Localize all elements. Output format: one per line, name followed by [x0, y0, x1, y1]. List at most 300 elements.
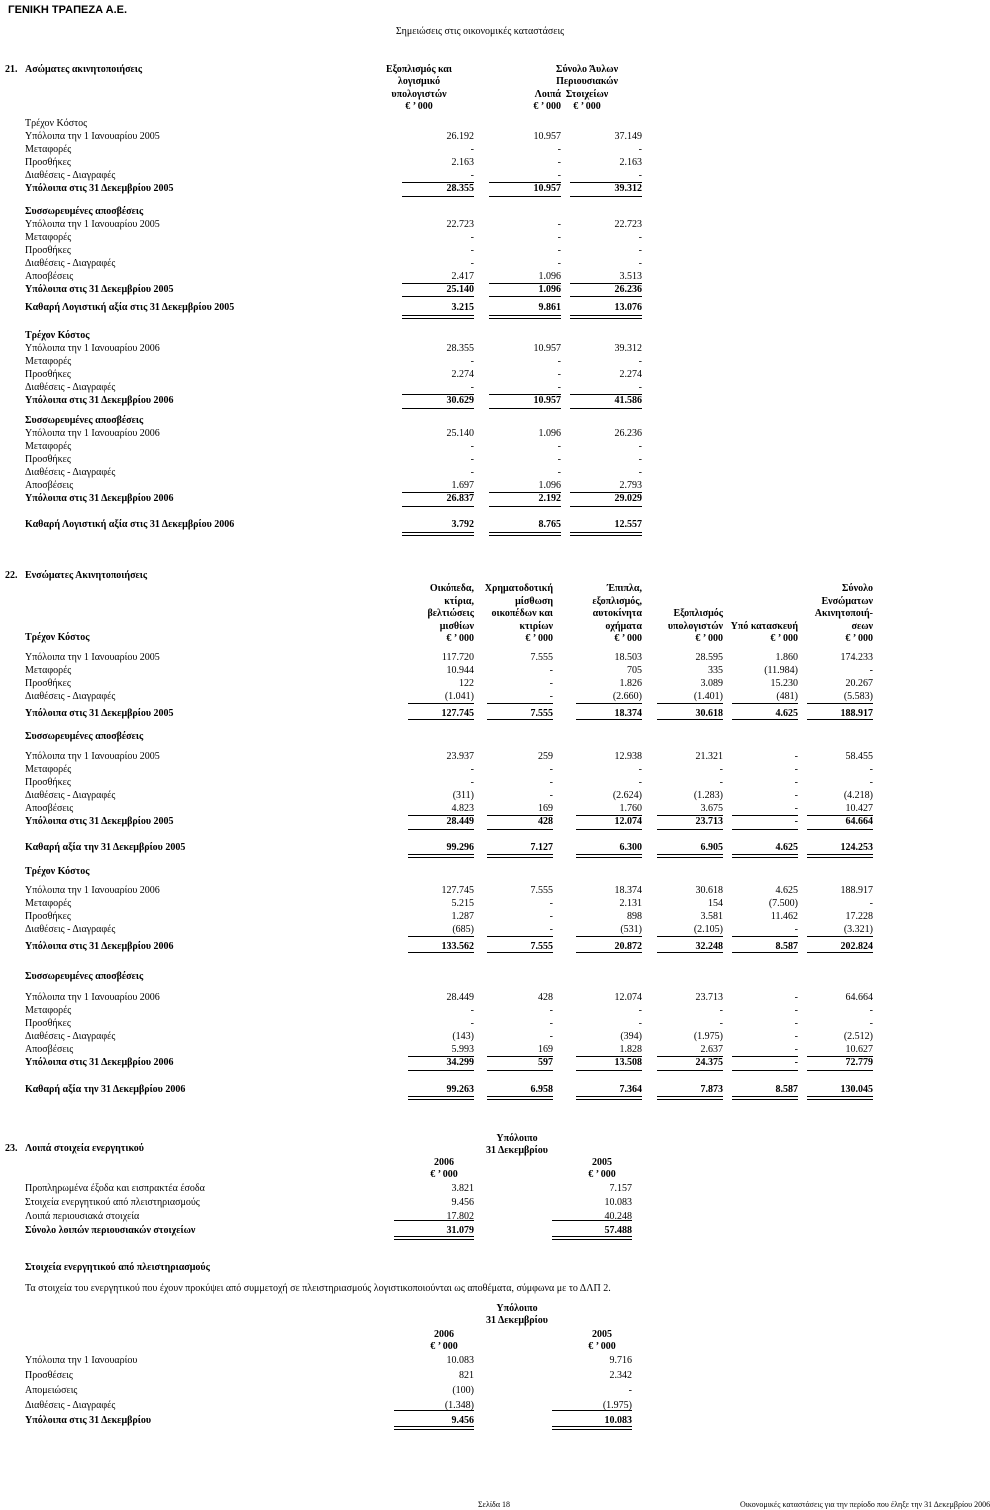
auction-cell: 10.083 — [446, 1355, 474, 1366]
s22-cell: - — [794, 816, 798, 827]
s22-cell: 64.664 — [845, 816, 873, 827]
auction-cell: (100) — [452, 1385, 474, 1396]
s22-rule — [732, 703, 798, 704]
s21-rule — [489, 532, 561, 536]
s22-cell: 23.713 — [695, 816, 723, 827]
s22-cell: (311) — [452, 790, 474, 801]
s22-row-label: Υπόλοιπα στις 31 Δεκεμβρίου 2005 — [25, 708, 174, 719]
s21-rule — [570, 296, 642, 297]
s22-cell: 20.267 — [845, 678, 873, 689]
auction-row-label: Διαθέσεις - Διαγραφές — [25, 1400, 116, 1411]
s22-cell: - — [549, 777, 553, 788]
s22-row-label: Μεταφορές — [25, 665, 72, 676]
s22-rule — [732, 829, 798, 830]
s22-cell: - — [549, 790, 553, 801]
s21-row-label: Υπόλοιπα στις 31 Δεκεμβρίου 2006 — [25, 493, 174, 504]
s22-row-label: Αποσβέσεις — [25, 803, 74, 814]
s21-col-header: Σύνολο Άυλων — [555, 63, 619, 75]
s22-cell: (1.401) — [693, 691, 723, 702]
s22-cell: 12.074 — [614, 992, 642, 1003]
s22-rule — [807, 854, 873, 858]
s22-cell: 1.287 — [451, 911, 474, 922]
s21-cell: 41.586 — [614, 395, 642, 406]
s22-row-label: Αποσβέσεις — [25, 1044, 74, 1055]
s21-rule — [489, 394, 561, 395]
s23-cell: 7.157 — [609, 1183, 632, 1194]
s21-cell: 25.140 — [446, 284, 474, 295]
s22-row-label: Υπόλοιπα στις 31 Δεκεμβρίου 2005 — [25, 816, 174, 827]
s22-col-header: Οικόπεδα, — [429, 583, 474, 594]
s23-cell: 31.079 — [446, 1225, 474, 1236]
s23-cell: 40.248 — [604, 1211, 632, 1222]
s22-cell: - — [794, 1031, 798, 1042]
s22-row-label: Μεταφορές — [25, 898, 72, 909]
s22-cell: - — [638, 1018, 642, 1029]
auction-text: Τα στοιχεία του ενεργητικού που έχουν προκύψει από συμμετοχή σε πλειστηριασμούς λογιστικοποιούνται ως αποθέματα, σύμφωνα με το ΔΛΠ 2. — [25, 1283, 611, 1294]
s22-row-label: Προσθήκες — [25, 777, 71, 788]
s23-col-header: € ’ 000 — [588, 1169, 616, 1180]
s22-cell: 428 — [538, 816, 553, 827]
s21-cell: - — [470, 441, 474, 452]
s22-cell: (3.321) — [843, 924, 873, 935]
s22-cell: 2.131 — [619, 898, 642, 909]
s21-rule — [402, 296, 474, 297]
s22-cell: - — [794, 1018, 798, 1029]
s22-col-header: κτιρίων — [519, 620, 553, 632]
s22-cell: - — [794, 1005, 798, 1016]
s23-row-label: Λοιπά περιουσιακά στοιχεία — [25, 1211, 140, 1222]
s22-cell: - — [794, 1044, 798, 1055]
s21-cell: - — [557, 356, 561, 367]
s22-rule — [576, 936, 642, 937]
auction-cell: 9.716 — [609, 1355, 632, 1366]
auction-col-header: € ’ 000 — [588, 1341, 616, 1352]
s22-rule — [657, 815, 723, 816]
s22-col-header: υπολογιστών — [667, 620, 723, 632]
s21-cell: - — [638, 467, 642, 478]
s22-cell: - — [719, 764, 723, 775]
auction-rule — [552, 1426, 632, 1430]
s22-cell: 6.905 — [700, 842, 723, 853]
s21-cell: - — [470, 382, 474, 393]
s21-cell: - — [638, 232, 642, 243]
s23-cell: 17.802 — [446, 1211, 474, 1222]
footer-note: Οικονομικές καταστάσεις για την περίοδο που έληξε την 31 Δεκεμβρίου 2006 — [740, 1500, 990, 1509]
s22-col-header: Εξοπλισμός — [673, 608, 723, 619]
s22-cell: (11.984) — [764, 665, 798, 676]
auction-title: Στοιχεία ενεργητικού από πλειστηριασμούς — [25, 1262, 210, 1273]
s22-cell: 898 — [627, 911, 642, 922]
s22-cell: 4.625 — [775, 842, 798, 853]
s21-cell: - — [557, 219, 561, 230]
s21-row-label: Μεταφορές — [25, 232, 72, 243]
s21-cell: - — [557, 258, 561, 269]
s22-rule — [807, 936, 873, 937]
s22-cell: 127.745 — [441, 885, 474, 896]
s21-rule — [570, 182, 642, 183]
s22-rule — [732, 936, 798, 937]
s22-cell: - — [549, 911, 553, 922]
s22-cell: - — [794, 790, 798, 801]
s21-cell: 26.236 — [614, 284, 642, 295]
s23-cell: 57.488 — [604, 1225, 632, 1236]
s22-col-header: € ’ 000 — [614, 633, 642, 644]
s21-cell: 2.417 — [451, 271, 474, 282]
s21-cell: 8.765 — [538, 519, 561, 530]
s21-row-label: Τρέχον Κόστος — [25, 330, 90, 341]
s22-cell: - — [549, 678, 553, 689]
s22-row-label: Προσθήκες — [25, 1018, 71, 1029]
s22-row-label: Υπόλοιπα στις 31 Δεκεμβρίου 2006 — [25, 941, 174, 952]
s22-cell: 5.993 — [451, 1044, 474, 1055]
s23-rule — [394, 1220, 474, 1221]
s22-cell: - — [794, 924, 798, 935]
s22-rule — [487, 829, 553, 830]
auction-balance-header: Υπόλοιπο — [496, 1302, 538, 1314]
s23-number: 23. — [5, 1143, 18, 1154]
s21-cell: 2.274 — [451, 369, 474, 380]
s22-rule — [732, 719, 798, 720]
s22-cell: 10.627 — [845, 1044, 873, 1055]
s22-cell: 12.074 — [614, 816, 642, 827]
s21-cell: - — [638, 454, 642, 465]
s21-cell: 30.629 — [446, 395, 474, 406]
s22-cell: 3.581 — [700, 911, 723, 922]
s22-rule — [807, 1056, 873, 1057]
s23-rule — [394, 1236, 474, 1240]
s22-cell: 12.938 — [614, 751, 642, 762]
s22-col-header: Ακινητοποιή- — [814, 608, 873, 619]
s22-rule — [657, 829, 723, 830]
s22-cell: 28.449 — [446, 992, 474, 1003]
s22-cell: 7.555 — [530, 708, 553, 719]
s22-cell: 18.374 — [614, 885, 642, 896]
s22-cell: 169 — [538, 803, 553, 814]
s21-rule — [570, 315, 642, 319]
s22-cell: 174.233 — [840, 652, 873, 663]
s21-row-label: Προσθήκες — [25, 369, 71, 380]
s21-cell: 10.957 — [533, 131, 561, 142]
s21-rule — [402, 283, 474, 284]
s22-cell: (7.500) — [768, 898, 798, 909]
s22-col-header: βελτιώσεις — [427, 608, 474, 619]
s21-rule — [402, 182, 474, 183]
s21-cell: 2.793 — [619, 480, 642, 491]
s21-col-header: λογισμικό — [397, 76, 441, 87]
s22-cell: (143) — [452, 1031, 474, 1042]
s22-cell: - — [638, 764, 642, 775]
s21-col-header: Στοιχείων — [565, 88, 609, 100]
s22-cell: (5.583) — [843, 691, 873, 702]
s22-cell: 2.637 — [700, 1044, 723, 1055]
page-number: Σελίδα 18 — [478, 1500, 511, 1509]
s22-cell: - — [549, 665, 553, 676]
s21-cell: 2.192 — [538, 493, 561, 504]
s22-cell: 30.618 — [695, 885, 723, 896]
s21-col-header: υπολογιστών — [391, 88, 447, 100]
s22-col-header: Ενσώματων — [821, 595, 873, 607]
s22-cell: - — [549, 924, 553, 935]
s23-row-label: Στοιχεία ενεργητικού από πλειστηριασμούς — [25, 1197, 200, 1208]
s22-cell: - — [470, 764, 474, 775]
s22-cell: 7.555 — [530, 941, 553, 952]
s22-cell: 7.555 — [530, 885, 553, 896]
s21-row-label: Προσθήκες — [25, 245, 71, 256]
auction-balance-header: 31 Δεκεμβρίου — [486, 1315, 548, 1326]
s23-col-header: € ’ 000 — [430, 1169, 458, 1180]
s22-row-label: Υπόλοιπα την 1 Ιανουαρίου 2006 — [25, 992, 160, 1003]
auction-cell: 2.342 — [609, 1370, 632, 1381]
s21-row-label: Μεταφορές — [25, 441, 72, 452]
s21-row-label: Προσθήκες — [25, 157, 71, 168]
s22-cell: - — [470, 777, 474, 788]
s21-cell: 26.236 — [614, 428, 642, 439]
s21-cell: - — [638, 356, 642, 367]
s21-row-label: Υπόλοιπα την 1 Ιανουαρίου 2005 — [25, 131, 160, 142]
s21-cell: 1.697 — [451, 480, 474, 491]
s22-cell: 130.045 — [840, 1084, 873, 1095]
s22-rule — [807, 815, 873, 816]
s22-rule — [487, 1096, 553, 1100]
s21-cell: 29.029 — [614, 493, 642, 504]
auction-cell: - — [628, 1385, 632, 1396]
s22-cell: (2.660) — [612, 691, 642, 702]
s21-row-label: Καθαρή Λογιστική αξία στις 31 Δεκεμβρίου 2006 — [25, 519, 235, 530]
s22-cell: 20.872 — [614, 941, 642, 952]
s22-row-label: Διαθέσεις - Διαγραφές — [25, 924, 116, 935]
s21-cell: - — [638, 258, 642, 269]
s22-cell: - — [549, 1031, 553, 1042]
s22-cell: 8.587 — [775, 1084, 798, 1095]
s22-rule — [657, 703, 723, 704]
s21-cell: - — [557, 232, 561, 243]
s22-cell: 7.873 — [700, 1084, 723, 1095]
s22-cell: 169 — [538, 1044, 553, 1055]
s22-cell: - — [794, 1057, 798, 1068]
s22-row-label: Υπόλοιπα την 1 Ιανουαρίου 2006 — [25, 885, 160, 896]
s22-cell: 8.587 — [775, 941, 798, 952]
s22-rule — [807, 1096, 873, 1100]
s22-rule — [657, 1070, 723, 1071]
s22-cell: 28.449 — [446, 816, 474, 827]
s21-rule — [402, 506, 474, 507]
s22-rule — [732, 1056, 798, 1057]
s22-cell: - — [549, 764, 553, 775]
s22-col-header: Έπιπλα, — [606, 583, 642, 594]
s22-cell: (394) — [620, 1031, 642, 1042]
s22-cell: 17.228 — [845, 911, 873, 922]
s22-rule — [487, 952, 553, 953]
s21-row-label: Καθαρή Λογιστική αξία στις 31 Δεκεμβρίου 2005 — [25, 302, 235, 313]
s22-rule — [408, 1056, 474, 1057]
s21-cell: 22.723 — [446, 219, 474, 230]
s22-rule — [657, 854, 723, 858]
s22-rule — [487, 936, 553, 937]
s22-rule — [576, 854, 642, 858]
s21-cell: - — [557, 245, 561, 256]
s22-cell: 24.375 — [695, 1057, 723, 1068]
s22-cell: (481) — [776, 691, 798, 702]
s22-cell: - — [869, 777, 873, 788]
s22-cell: 705 — [627, 665, 642, 676]
s21-col-header: € ’ 000 — [573, 101, 601, 112]
s23-balance-header: 31 Δεκεμβρίου — [486, 1145, 548, 1156]
auction-rule — [552, 1410, 632, 1411]
s22-cell: 13.508 — [614, 1057, 642, 1068]
auction-cell: (1.348) — [444, 1400, 474, 1411]
s22-cell: 34.299 — [446, 1057, 474, 1068]
s22-rule — [487, 1056, 553, 1057]
s22-row-label: Διαθέσεις - Διαγραφές — [25, 790, 116, 801]
s21-cell: 1.096 — [538, 428, 561, 439]
s22-col-header: € ’ 000 — [770, 633, 798, 644]
s21-rule — [489, 506, 561, 507]
s22-col-header: μισθίων — [439, 620, 474, 632]
s22-cell: (2.624) — [612, 790, 642, 801]
s22-row-label: Συσσωρευμένες αποσβέσεις — [25, 731, 144, 742]
s22-rule — [576, 952, 642, 953]
s22-cell: 5.215 — [451, 898, 474, 909]
s21-row-label: Προσθήκες — [25, 454, 71, 465]
s22-row-label: Υπόλοιπα την 1 Ιανουαρίου 2005 — [25, 751, 160, 762]
s22-cell: (685) — [452, 924, 474, 935]
s22-cell: 4.625 — [775, 708, 798, 719]
s21-cell: - — [638, 441, 642, 452]
s22-cell: 7.555 — [530, 652, 553, 663]
s21-rule — [570, 283, 642, 284]
s22-cell: 259 — [538, 751, 553, 762]
s22-cell: - — [869, 764, 873, 775]
s22-cell: 3.675 — [700, 803, 723, 814]
s21-col-header: € ’ 000 — [405, 101, 433, 112]
auction-row-label: Προσθέσεις — [25, 1370, 73, 1381]
s22-cell: 7.127 — [530, 842, 553, 853]
s21-cell: 1.096 — [538, 480, 561, 491]
s22-cell: 1.760 — [619, 803, 642, 814]
s22-cell: 4.625 — [775, 885, 798, 896]
s22-cell: 30.618 — [695, 708, 723, 719]
s22-cell: 1.826 — [619, 678, 642, 689]
s21-title: Ασώματες ακινητοποιήσεις — [25, 64, 143, 75]
s22-col-header: € ’ 000 — [695, 633, 723, 644]
s21-cell: - — [470, 144, 474, 155]
s22-rule — [807, 952, 873, 953]
s21-cell: 28.355 — [446, 183, 474, 194]
s22-cell: (2.105) — [693, 924, 723, 935]
s21-row-label: Αποσβέσεις — [25, 271, 74, 282]
s21-cell: - — [557, 441, 561, 452]
s21-cell: - — [557, 369, 561, 380]
s22-cell: - — [869, 1018, 873, 1029]
s22-cell: (531) — [620, 924, 642, 935]
s22-cell: - — [719, 1018, 723, 1029]
s22-rule — [657, 936, 723, 937]
auction-row-label: Υπόλοιπα στις 31 Δεκεμβρίου — [25, 1415, 152, 1426]
s22-rule — [732, 952, 798, 953]
s22-cell: 7.364 — [619, 1084, 642, 1095]
s21-cell: - — [470, 454, 474, 465]
s21-rule — [570, 506, 642, 507]
s22-number: 22. — [5, 570, 18, 581]
s21-cell: 2.163 — [619, 157, 642, 168]
s21-cell: - — [470, 245, 474, 256]
s22-rule — [576, 1096, 642, 1100]
s21-row-label: Υπόλοιπα την 1 Ιανουαρίου 2006 — [25, 343, 160, 354]
s21-cell: 10.957 — [533, 183, 561, 194]
s21-row-label: Διαθέσεις - Διαγραφές — [25, 382, 116, 393]
s22-cell: 32.248 — [695, 941, 723, 952]
s22-row-label: Συσσωρευμένες αποσβέσεις — [25, 971, 144, 982]
s22-cell: - — [549, 898, 553, 909]
s22-cell: 428 — [538, 992, 553, 1003]
s22-rule — [408, 703, 474, 704]
s22-col-header: κτίρια, — [444, 595, 474, 607]
s22-cell: - — [638, 777, 642, 788]
s22-rule — [807, 829, 873, 830]
s22-rule — [408, 1070, 474, 1071]
s21-rule — [489, 315, 561, 319]
s22-cell: 72.779 — [845, 1057, 873, 1068]
s22-rule — [732, 1070, 798, 1071]
s21-cell: 3.792 — [451, 519, 474, 530]
auction-col-header: 2006 — [434, 1328, 454, 1340]
s21-rule — [489, 296, 561, 297]
s21-cell: 1.096 — [538, 271, 561, 282]
auction-col-header: 2005 — [592, 1328, 612, 1340]
s22-rule — [487, 1070, 553, 1071]
s22-row-label: Καθαρή αξία την 31 Δεκεμβρίου 2005 — [25, 842, 186, 853]
s22-row-label: Τρέχον Κόστος — [25, 632, 90, 643]
s22-row-label: Διαθέσεις - Διαγραφές — [25, 691, 116, 702]
s22-rule — [807, 719, 873, 720]
s22-cell: 10.427 — [845, 803, 873, 814]
auction-cell: (1.975) — [602, 1400, 632, 1411]
s22-cell: 1.828 — [619, 1044, 642, 1055]
s22-cell: 133.562 — [441, 941, 474, 952]
s22-cell: (1.975) — [693, 1031, 723, 1042]
s21-cell: - — [638, 382, 642, 393]
s22-cell: 18.503 — [614, 652, 642, 663]
s22-cell: - — [794, 803, 798, 814]
s21-rule — [489, 408, 561, 409]
s22-rule — [408, 936, 474, 937]
auction-col-header: € ’ 000 — [430, 1341, 458, 1352]
s22-rule — [732, 854, 798, 858]
s23-row-label: Σύνολο λοιπών περιουσιακών στοιχείων — [25, 1225, 196, 1236]
s21-row-label: Υπόλοιπα στις 31 Δεκεμβρίου 2006 — [25, 395, 174, 406]
s21-cell: - — [638, 170, 642, 181]
s21-cell: - — [470, 232, 474, 243]
s21-row-label: Συσσωρευμένες αποσβέσεις — [25, 415, 144, 426]
s22-row-label: Καθαρή αξία την 31 Δεκεμβρίου 2006 — [25, 1084, 186, 1095]
s22-cell: 23.713 — [695, 992, 723, 1003]
s22-rule — [487, 854, 553, 858]
s22-cell: - — [470, 1005, 474, 1016]
s22-rule — [657, 719, 723, 720]
s22-cell: 597 — [538, 1057, 553, 1068]
s23-rule — [552, 1236, 632, 1240]
s22-rule — [657, 952, 723, 953]
s22-col-header: οχήματα — [605, 620, 642, 632]
s22-rule — [576, 703, 642, 704]
s22-cell: - — [549, 1018, 553, 1029]
s22-rule — [576, 1070, 642, 1071]
s21-cell: 28.355 — [446, 343, 474, 354]
s21-cell: 12.557 — [614, 519, 642, 530]
s22-rule — [487, 719, 553, 720]
s21-row-label: Διαθέσεις - Διαγραφές — [25, 467, 116, 478]
s22-rule — [408, 719, 474, 720]
